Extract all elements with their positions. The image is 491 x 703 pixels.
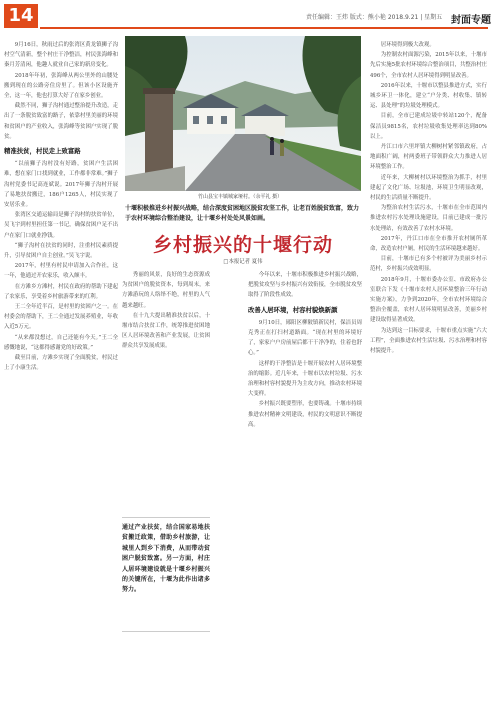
article-column-3 — [248, 270, 362, 700]
page-header — [0, 0, 491, 30]
article-headline: 乡村振兴的十堰行动 — [152, 234, 333, 256]
paragraph: 为达到这一目标要求，十堰市重点实施“六大工程”，全面推进农村生活垃圾、污水治理和村容村貌提升。 — [370, 327, 487, 355]
paragraph: 2016年以来，十堰市以整县推进方式，实行城乡环卫一体化，建立“户分类、村收集、镇转运、县处理”的垃圾处理模式。 — [370, 82, 487, 110]
paragraph: 目前，全市已建成垃圾中转站120个，配备保洁员9815名，农村垃圾收集处理率达到80%以上。 — [370, 113, 487, 140]
editor-info: 责任编辑：王炜 版式：熊小艳 2018.9.21 | 星期五 — [306, 14, 443, 21]
page-number: 14 — [4, 4, 38, 28]
paragraph: 为整治农村生活污水，十堰市在全市范围内推进农村污水处理设施建设，目前已建成一批污水处理站，有效改善了农村水环境。 — [370, 205, 487, 232]
paragraph: 9月16日，秋雨过后的张湾区黄龙镇狮子沟村空气清新，整个村庄干净整洁，村民张海峰和秦月芳清闲，他趣人就业自己家的新房变化。 — [4, 42, 118, 69]
pull-quote-box: 通过产业扶贫，结合国家易地扶贫搬迁政策，借助乡村旅游，让城里人到乡下消费，从而带动贫困户脱贫致富。另一方面，村庄人居环境建设就是十堰乡村振兴的关键所在，十堰为此作出诸多努力。 — [122, 517, 210, 632]
paragraph: 为控制农村面源污染，2015年以来，十堰市先后实施5批农村环境综合整治项目，共整治村庄496个，全市农村人居环境得到明显改善。 — [370, 52, 487, 79]
paragraph: 乡村振兴既要塑形，也要铸魂。十堰市持续推进农村精神文明建设，村民的文明意识不断提高。 — [248, 401, 362, 428]
paragraph: 今年以来，十堰市积极推进乡村振兴战略，把脱贫攻坚与乡村振兴有效衔接，全市脱贫攻坚取得了阶段性成效。 — [248, 272, 362, 299]
paragraph: 秀丽的风景，良好的生态资源成为贫困户的脱贫资本，每到周末，来方滩游玩的人络绎不绝，村里的人气越来越旺。 — [122, 272, 210, 309]
article-column-2 — [122, 270, 210, 514]
article-intro: 十堰积极推进乡村振兴战略，结合深度贫困地区脱贫攻坚工作，让老百姓脱贫致富，致力于农村环境综合整治建设，让十堰乡村处处风景如画。 — [125, 205, 360, 222]
paragraph: 9月10日，郧阳区柳陂镇新民村，保洁员周克秀正在打扫村道路面。“现在村里的环境好了，家家户户房前屋后都干干净净的，住着也舒心。” — [248, 319, 362, 357]
subheading: 精准扶贫，村民走上致富路 — [4, 147, 81, 156]
paragraph: 近年来，大柳树村以环境整治为抓手，村里建起了文化广场、垃圾池，环境卫生明显改观，村民的生活质量不断提升。 — [370, 174, 487, 202]
paragraph: “从来都没想过，自己还能有今天。”王二全感慨地说，“这都得感谢党的好政策。” — [4, 334, 118, 351]
paragraph: 张湾区交通运输局是狮子沟村的扶贫单位，吴飞宇到村里担任第一书记，确保贫困户足不出户在家门口就业挣钱。 — [4, 212, 118, 239]
section-title: 封面专题 — [451, 15, 491, 26]
article-column-1 — [4, 40, 118, 700]
article-column-4 — [370, 40, 487, 700]
paragraph: 在方滩乡方滩村，村民在政府的帮助下建起了农家乐，享受着乡村旅游带来的红利。 — [4, 283, 118, 300]
paragraph: 目前，十堰市已有多个村被评为美丽乡村示范村，乡村振兴成效明显。 — [370, 256, 487, 273]
paragraph: 在十九大提出精准扶贫以后，十堰市结合扶贫工作，统筹推进贫困地区人居环境改善和产业发展，让贫困群众共享发展成果。 — [122, 312, 210, 350]
paragraph: 丹江口市六里坪镇大柳树村紧邻镇政府，占地面积广阔，村两委班子带领群众大力推进人居环境整治工作。 — [370, 144, 487, 171]
paragraph: 2017年，村里有村民申请加入合作社，这一年，他通过开农家乐，收入颇丰。 — [4, 263, 118, 280]
paragraph: 王二全年近半百，是村里的贫困户之一。在村委会的帮助下，王二全通过发展养殖业，年收入近5万元。 — [4, 304, 118, 331]
paragraph: “狮子沟村在扶贫的同时，注重村民素质提升，引导贫困户自主创业。”吴飞宇说。 — [4, 242, 118, 260]
paragraph: 2018年年初，张海峰从两公里外的山腰处搬到现在的公路旁住房里了。但该小区设施齐全，这一年，他也打算大好了在家乡创业。 — [4, 72, 118, 100]
paragraph: 截然不同，狮子沟村通过整治提升改造，走出了一条脱贫致富的路子，依靠村里美丽的环境和贫困户的产业收入，张海峰等贫困户实现了脱贫。 — [4, 103, 118, 140]
paragraph: 居环境得到极大改观。 — [380, 42, 435, 48]
photo-caption: 竹山县宝丰镇城家垭村。（余平礼 摄） — [198, 194, 283, 200]
paragraph: 2018年9月，十堰市委办公室、市政府办公室联合下发《十堰市农村人居环境整治三年行动实施方案》，力争到2020年，全市农村环境综合整治全覆盖，农村人居环境明显改善，美丽乡村建设取得显著成效。 — [370, 276, 487, 324]
village-photo — [125, 36, 361, 191]
article-byline: □本报记者 夏伟 — [223, 259, 263, 265]
header-rule — [40, 27, 488, 29]
paragraph: “以前狮子沟村没有好路，贫困户生活困难，想在家门口找到就业，工作都非常难。”狮子沟村党委书记高连斌说。2017年狮子沟村开展了易地扶贫搬迁，186户1265人，村民实现了安居乐业。 — [4, 161, 118, 209]
paragraph: 2017年，丹江口市在全市推开农村厕所革命，改造农村户厕，村民的生活环境越来越好。 — [370, 235, 487, 253]
subheading: 改善人居环境，村容村貌焕新颜 — [248, 305, 338, 314]
paragraph: 截至目前，方滩乡实现了全面脱贫，村民过上了小康生活。 — [4, 355, 118, 372]
paragraph: 这样的干净整洁是十堰开展农村人居环境整治的缩影。近几年来，十堰市以农村垃圾、污水治理和村容村貌提升为主攻方向，推动农村环境大变样。 — [248, 360, 362, 398]
